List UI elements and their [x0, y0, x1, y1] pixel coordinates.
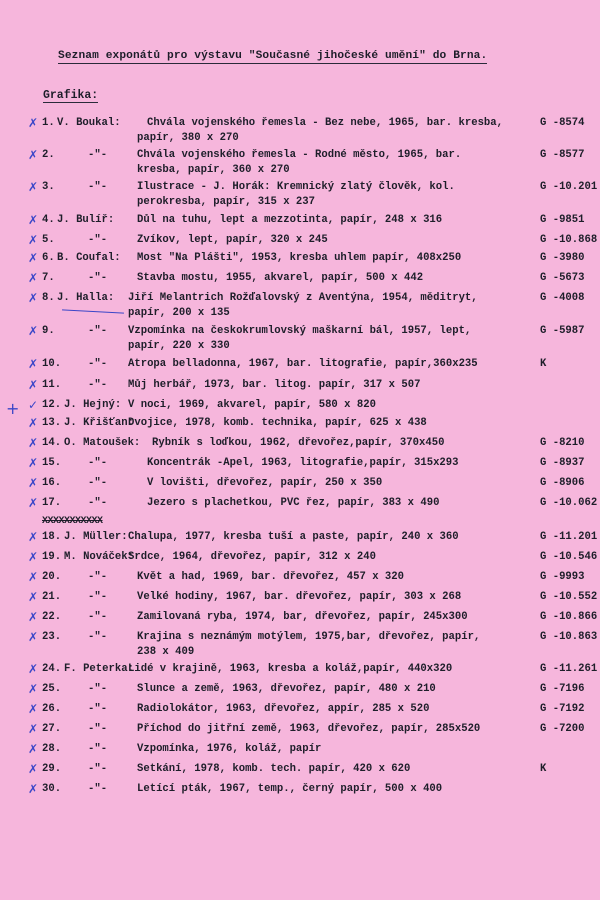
item-number: 13.	[42, 417, 62, 429]
artwork-description: Radiolokátor, 1963, dřevořez, appír, 285 x 520	[137, 703, 430, 715]
artwork-description: Dvojice, 1978, komb. technika, papír, 625 x 438	[128, 417, 427, 429]
ditto-mark: -"-	[88, 457, 108, 469]
struck-out-line: XXXXXXXXXXX	[42, 516, 103, 527]
inventory-code: K	[540, 763, 547, 775]
ditto-mark: -"-	[88, 477, 108, 489]
item-number: 12.	[42, 399, 62, 411]
section-heading: Grafika:	[43, 89, 99, 102]
check-mark-icon: ✗	[28, 496, 39, 510]
check-mark-icon: ✗	[28, 762, 39, 776]
check-mark-icon: ✗	[28, 682, 39, 696]
ditto-mark: -"-	[88, 783, 108, 795]
ditto-mark: -"-	[88, 181, 108, 193]
ditto-mark: -"-	[88, 631, 108, 643]
artist-name: M. Nováček:	[64, 551, 134, 563]
artwork-description: Rybník s loďkou, 1962, dřevořez,papír, 370x450	[152, 437, 445, 449]
document-title: Seznam exponátů pro výstavu "Současné jihočeské umění" do Brna.	[58, 50, 488, 62]
inventory-code: G -11.261	[540, 663, 598, 675]
check-mark-icon: ✗	[28, 378, 39, 392]
check-mark-icon: ✗	[28, 324, 39, 338]
check-mark-icon: ✗	[28, 742, 39, 756]
artwork-description: Srdce, 1964, dřevořez, papír, 312 x 240	[128, 551, 376, 563]
inventory-code: G -10.863	[540, 631, 598, 643]
artwork-description: Jiří Melantrich Rožďalovský z Aventýna, 1954, měditryt,	[128, 292, 478, 304]
artist-name: B. Coufal:	[57, 252, 121, 264]
item-number: 4.	[42, 214, 55, 226]
item-number: 18.	[42, 531, 62, 543]
check-mark-icon: ✗	[28, 148, 39, 162]
inventory-code: G -5673	[540, 272, 585, 284]
check-mark-icon: ✗	[28, 436, 39, 450]
item-number: 15.	[42, 457, 62, 469]
item-number: 7.	[42, 272, 55, 284]
item-number: 27.	[42, 723, 62, 735]
item-number: 8.	[42, 292, 55, 304]
inventory-code: G -10.866	[540, 611, 598, 623]
check-mark-icon: ✗	[28, 291, 39, 305]
inventory-code: K	[540, 358, 547, 370]
artwork-description: Slunce a země, 1963, dřevořez, papír, 480 x 210	[137, 683, 436, 695]
artwork-description: Atropa belladonna, 1967, bar. litografie, papír,360x235	[128, 358, 478, 370]
artist-name: J. Hejný:	[64, 399, 122, 411]
inventory-code: G -8577	[540, 149, 585, 161]
artwork-description: Důl na tuhu, lept a mezzotinta, papír, 248 x 316	[137, 214, 443, 226]
check-mark-icon: ✗	[28, 610, 39, 624]
check-mark-icon: ✗	[28, 722, 39, 736]
check-mark-icon: ✓	[28, 398, 39, 412]
ditto-mark: -"-	[88, 703, 108, 715]
ditto-mark: -"-	[88, 325, 108, 337]
ditto-mark: -"-	[88, 379, 108, 391]
item-number: 3.	[42, 181, 55, 193]
item-number: 10.	[42, 358, 62, 370]
artwork-description: Chalupa, 1977, kresba tuší a paste, papír, 240 x 360	[128, 531, 459, 543]
inventory-code: G -8937	[540, 457, 585, 469]
artwork-description: Květ a had, 1969, bar. dřevořez, 457 x 320	[137, 571, 405, 583]
check-mark-icon: ✗	[28, 630, 39, 644]
item-number: 16.	[42, 477, 62, 489]
artwork-description-continued: papír, 380 x 270	[137, 132, 239, 144]
item-number: 20.	[42, 571, 62, 583]
artist-name: V. Boukal:	[57, 117, 121, 129]
artwork-description: Letící pták, 1967, temp., černý papír, 500 x 400	[137, 783, 443, 795]
artwork-description: Příchod do jitřní země, 1963, dřevořez, papír, 285x520	[137, 723, 481, 735]
inventory-code: G -8906	[540, 477, 585, 489]
artwork-description-continued: papír, 220 x 330	[128, 340, 230, 352]
ditto-mark: -"-	[88, 497, 108, 509]
inventory-code: G -7200	[540, 723, 585, 735]
ditto-mark: -"-	[88, 611, 108, 623]
check-mark-icon: ✗	[28, 570, 39, 584]
artwork-description: V noci, 1969, akvarel, papír, 580 x 820	[128, 399, 376, 411]
artwork-description-continued: kresba, papír, 360 x 270	[137, 164, 290, 176]
artwork-description: Koncentrák -Apel, 1963, litografie,papír, 315x293	[147, 457, 459, 469]
item-number: 2.	[42, 149, 55, 161]
item-number: 26.	[42, 703, 62, 715]
ditto-mark: -"-	[88, 234, 108, 246]
inventory-code: G -8574	[540, 117, 585, 129]
inventory-code: G -7192	[540, 703, 585, 715]
check-mark-icon: ✗	[28, 702, 39, 716]
artwork-description: Krajina s neznámým motýlem, 1975,bar, dřevořez, papír,	[137, 631, 481, 643]
item-number: 24.	[42, 663, 62, 675]
artwork-description: Jezero s plachetkou, PVC řez, papír, 383 x 490	[147, 497, 440, 509]
artwork-description: Velké hodiny, 1967, bar. dřevořez, papír, 303 x 268	[137, 591, 462, 603]
check-mark-icon: ✗	[28, 550, 39, 564]
item-number: 21.	[42, 591, 62, 603]
artwork-description: Chvála vojenského řemesla - Rodné město, 1965, bar.	[137, 149, 462, 161]
item-number: 29.	[42, 763, 62, 775]
artwork-description: Setkání, 1978, komb. tech. papír, 420 x 620	[137, 763, 411, 775]
ditto-mark: -"-	[88, 272, 108, 284]
margin-plus-mark: +	[6, 399, 20, 418]
item-number: 28.	[42, 743, 62, 755]
item-number: 11.	[42, 379, 62, 391]
inventory-code: G -10.546	[540, 551, 598, 563]
item-number: 5.	[42, 234, 55, 246]
check-mark-icon: ✗	[28, 530, 39, 544]
ditto-mark: -"-	[88, 743, 108, 755]
check-mark-icon: ✗	[28, 180, 39, 194]
inventory-code: G -11.201	[540, 531, 598, 543]
inventory-code: G -9851	[540, 214, 585, 226]
check-mark-icon: ✗	[28, 271, 39, 285]
artist-name: J. Halla:	[57, 292, 115, 304]
artist-name: O. Matoušek:	[64, 437, 141, 449]
artwork-description: V lovišti, dřevořez, papír, 250 x 350	[147, 477, 383, 489]
check-mark-icon: ✗	[28, 456, 39, 470]
item-number: 25.	[42, 683, 62, 695]
item-number: 22.	[42, 611, 62, 623]
check-mark-icon: ✗	[28, 116, 39, 130]
item-number: 17.	[42, 497, 62, 509]
item-number: 14.	[42, 437, 62, 449]
check-mark-icon: ✗	[28, 662, 39, 676]
ditto-mark: -"-	[88, 358, 108, 370]
inventory-code: G -7196	[540, 683, 585, 695]
artwork-description: Ilustrace - J. Horák: Kremnický zlatý člověk, kol.	[137, 181, 455, 193]
artist-name: J. Bulíř:	[57, 214, 115, 226]
artwork-description: Můj herbář, 1973, bar. litog. papír, 317 x 507	[128, 379, 421, 391]
inventory-code: G -10.552	[540, 591, 598, 603]
artwork-description: Vzpomínka, 1976, koláž, papír	[137, 743, 322, 755]
item-number: 19.	[42, 551, 62, 563]
artwork-description-continued: 238 x 409	[137, 646, 195, 658]
inventory-code: G -3980	[540, 252, 585, 264]
item-number: 1.	[42, 117, 55, 129]
ditto-mark: -"-	[88, 763, 108, 775]
ditto-mark: -"-	[88, 723, 108, 735]
artwork-description-continued: perokresba, papír, 315 x 237	[137, 196, 316, 208]
check-mark-icon: ✗	[28, 213, 39, 227]
artwork-description: Zamilovaná ryba, 1974, bar, dřevořez, papír, 245x300	[137, 611, 468, 623]
inventory-code: G -9993	[540, 571, 585, 583]
inventory-code: G -4008	[540, 292, 585, 304]
inventory-code: G -5987	[540, 325, 585, 337]
artist-name: F. Peterka:	[64, 663, 134, 675]
check-mark-icon: ✗	[28, 233, 39, 247]
check-mark-icon: ✗	[28, 416, 39, 430]
artist-name: J. Křišťan:	[64, 417, 134, 429]
artwork-description-continued: papír, 200 x 135	[128, 307, 230, 319]
check-mark-icon: ✗	[28, 251, 39, 265]
artwork-description: Zvíkov, lept, papír, 320 x 245	[137, 234, 328, 246]
ditto-mark: -"-	[88, 571, 108, 583]
inventory-code: G -10.868	[540, 234, 598, 246]
item-number: 6.	[42, 252, 55, 264]
artwork-description: Most "Na Plášti", 1953, kresba uhlem papír, 408x250	[137, 252, 462, 264]
artwork-description: Chvála vojenského řemesla - Bez nebe, 1965, bar. kresba,	[147, 117, 504, 129]
inventory-code: G -10.062	[540, 497, 598, 509]
artwork-description: Lidé v krajině, 1963, kresba a koláž,papír, 440x320	[128, 663, 453, 675]
ditto-mark: -"-	[88, 683, 108, 695]
item-number: 30.	[42, 783, 62, 795]
artwork-description: Stavba mostu, 1955, akvarel, papír, 500 x 442	[137, 272, 424, 284]
check-mark-icon: ✗	[28, 782, 39, 796]
check-mark-icon: ✗	[28, 590, 39, 604]
check-mark-icon: ✗	[28, 476, 39, 490]
item-number: 23.	[42, 631, 62, 643]
ditto-mark: -"-	[88, 149, 108, 161]
check-mark-icon: ✗	[28, 357, 39, 371]
artist-name: J. Müller:	[64, 531, 128, 543]
item-number: 9.	[42, 325, 55, 337]
inventory-code: G -8210	[540, 437, 585, 449]
inventory-code: G -10.201	[540, 181, 598, 193]
artwork-description: Vzpomínka na českokrumlovský maškarní bál, 1957, lept,	[128, 325, 472, 337]
ditto-mark: -"-	[88, 591, 108, 603]
